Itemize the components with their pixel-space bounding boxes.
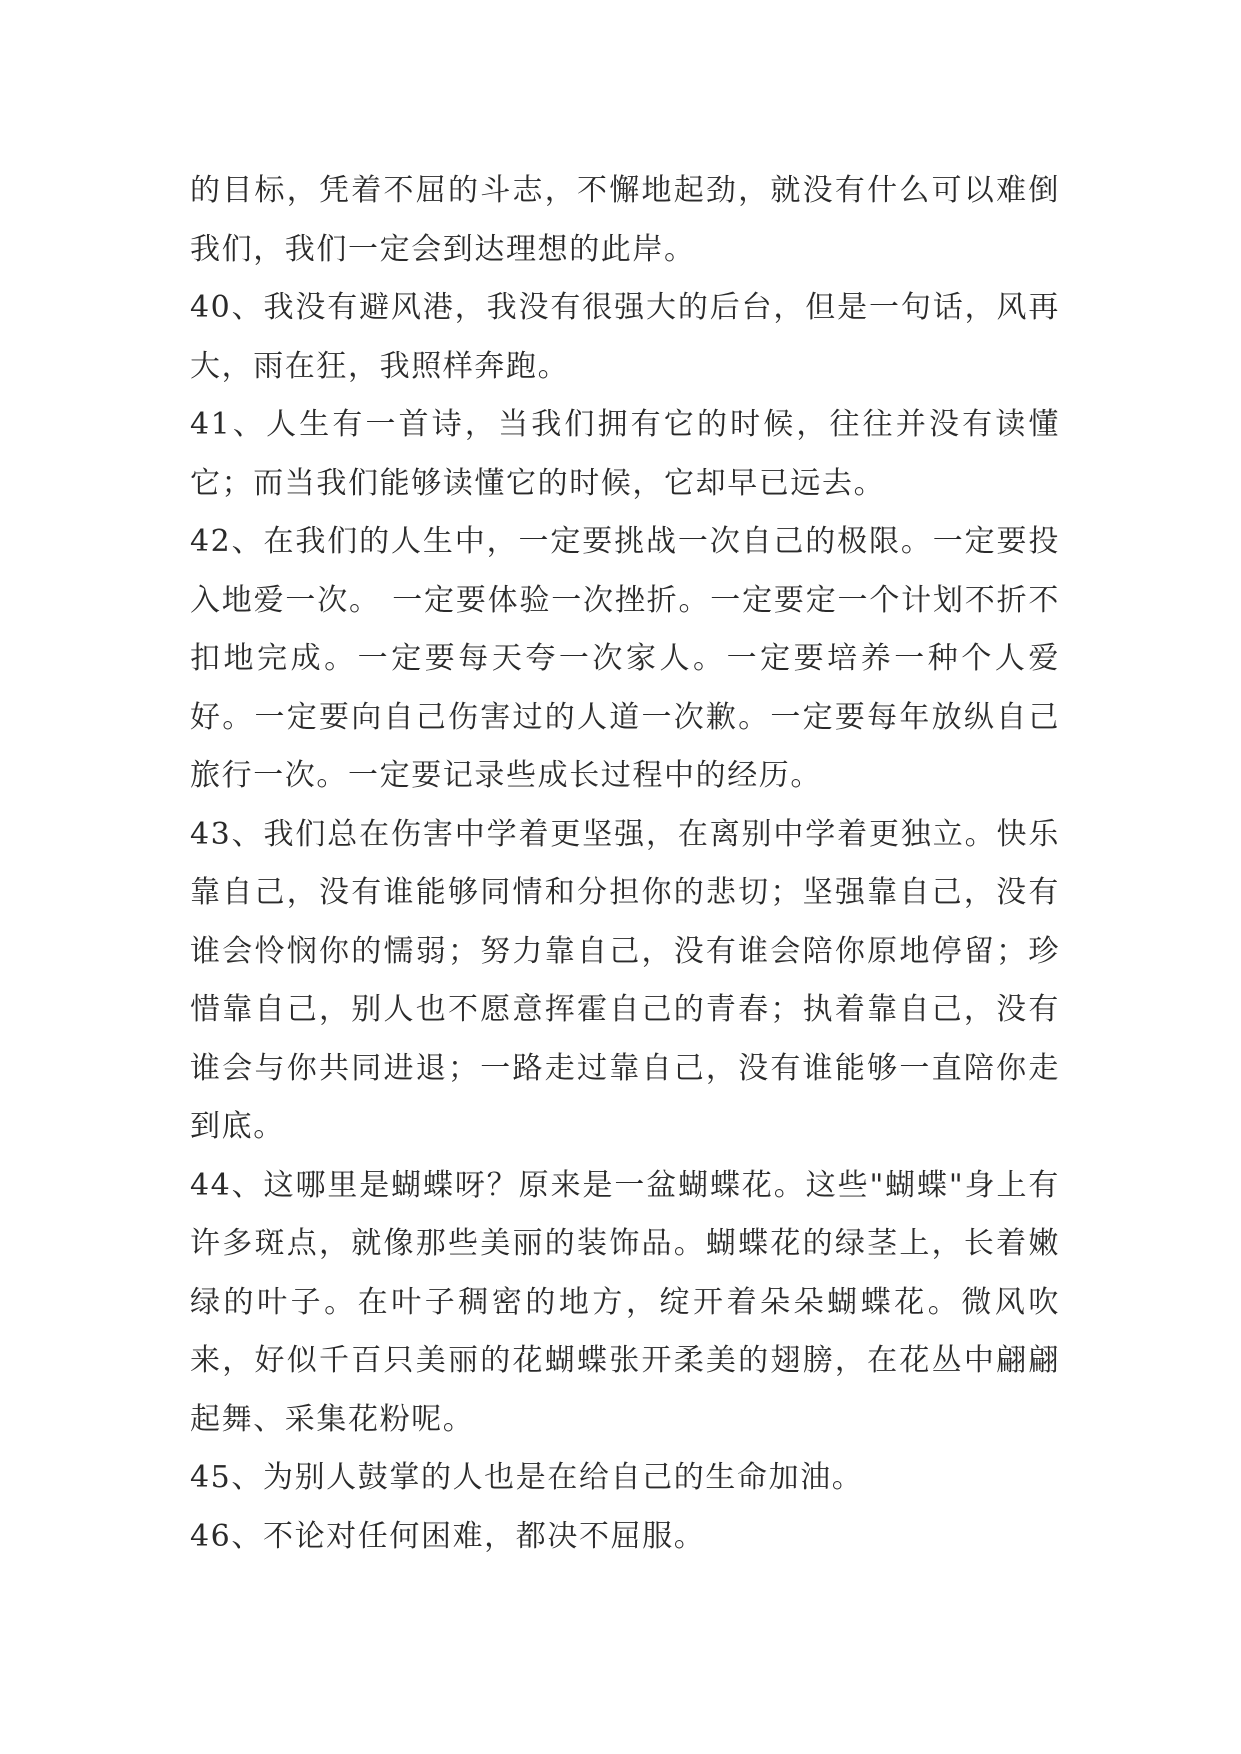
- paragraph-41: 41、人生有一首诗，当我们拥有它的时候，往往并没有读懂它；而当我们能够读懂它的时候，它却早已远去。: [190, 407, 1060, 501]
- paragraph-45: 45、为别人鼓掌的人也是在给自己的生命加油。: [190, 1460, 864, 1495]
- document-body: [190, 162, 1060, 1566]
- paragraph-44: 44、这哪里是蝴蝶呀？原来是一盆蝴蝶花。这些"蝴蝶"身上有许多斑点，就像那些美丽的装饰品。蝴蝶花的绿茎上，长着嫩绿的叶子。在叶子稠密的地方，绽开着朵朵蝴蝶花。微风吹来，好似千百只美丽的花蝴蝶张开柔美的翅膀，在花丛中翩翩起舞、采集花粉呢。: [190, 1167, 1060, 1437]
- paragraph-42: 42、在我们的人生中，一定要挑战一次自己的极限。一定要投入地爱一次。 一定要体验一次挫折。一定要定一个计划不折不扣地完成。一定要每天夸一次家人。一定要培养一种个人爱好。一定要向自己伤害过的人道一次歉。一定要每年放纵自己旅行一次。一定要记录些成长过程中的经历。: [190, 524, 1060, 793]
- paragraph-40: 40、我没有避风港，我没有很强大的后台，但是一句话，风再大，雨在狂，我照样奔跑。: [190, 290, 1060, 384]
- paragraph-continued: 的目标，凭着不屈的斗志，不懈地起劲，就没有什么可以难倒我们，我们一定会到达理想的此岸。: [190, 173, 1060, 267]
- paragraph-46: 46、不论对任何困难，都决不屈服。: [190, 1518, 706, 1554]
- paragraph-43: 43、我们总在伤害中学着更坚强，在离别中学着更独立。快乐靠自己，没有谁能够同情和分担你的悲切；坚强靠自己，没有谁会怜悯你的懦弱；努力靠自己，没有谁会陪你原地停留；珍惜靠自己，别人也不愿意挥霍自己的青春；执着靠自己，没有谁会与你共同进退；一路走过靠自己，没有谁能够一直陪你走到底。: [190, 816, 1060, 1144]
